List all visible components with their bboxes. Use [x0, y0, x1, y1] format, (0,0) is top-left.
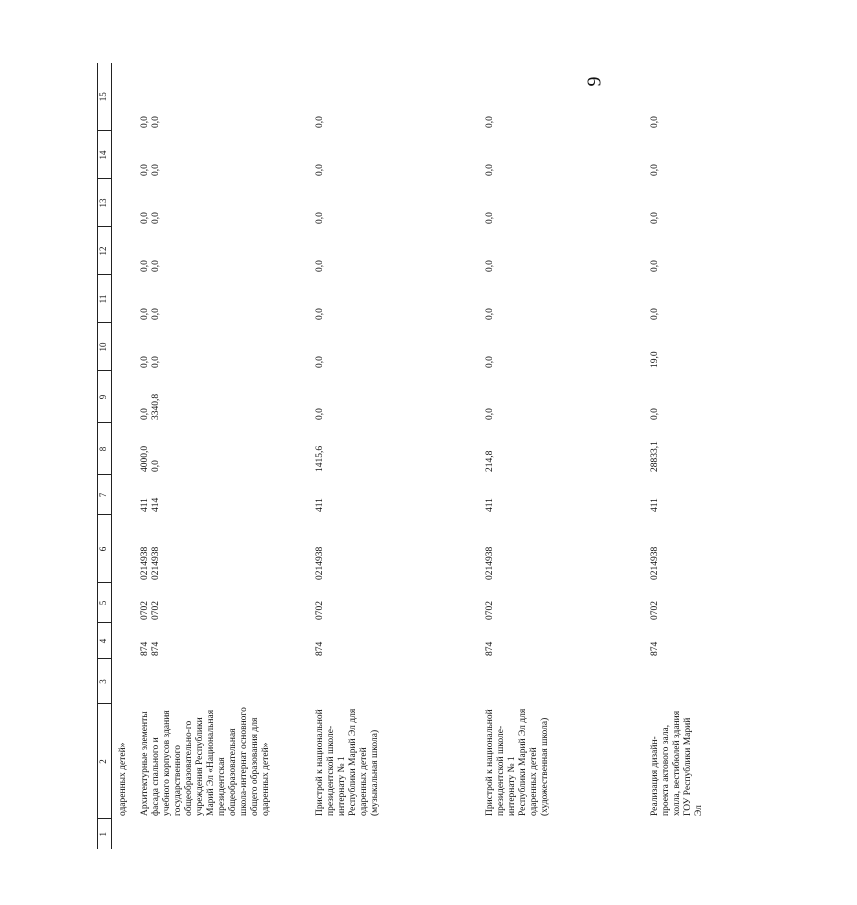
cell-c4 [112, 623, 134, 659]
cell-c4 [134, 623, 309, 659]
cell-value: 0702 [139, 601, 150, 620]
cell-value: 0,0 [150, 356, 161, 368]
cell-c5 [644, 583, 724, 623]
cell-c4 [644, 623, 724, 659]
page-number: 9 [583, 76, 606, 87]
row-name: Пристрой к национальной президентской школе-интернату № 1 Республики Марий Эл для одаренных детей (музыкальная школа) [314, 708, 380, 816]
cell-value: 411 [484, 498, 495, 512]
cell-value: 0,0 [314, 356, 325, 368]
cell-value: 414 [150, 497, 161, 512]
cell-c5 [134, 583, 309, 623]
table-body [112, 63, 724, 849]
cell-c12 [309, 227, 479, 275]
cell-c9 [644, 371, 724, 423]
cell-col-1 [112, 819, 134, 849]
cell-value: 411 [139, 498, 150, 512]
table-row [479, 63, 644, 849]
cell-value: 214,8 [484, 450, 495, 472]
cell-value: 0,0 [649, 408, 660, 420]
table-row [644, 63, 724, 849]
cell-value: 0702 [649, 601, 660, 620]
cell-value: 19,0 [649, 351, 660, 368]
cell-c12 [112, 227, 134, 275]
cell-c15 [479, 63, 644, 131]
cell-value: 0214938 [314, 546, 325, 580]
cell-value: 0,0 [649, 164, 660, 176]
header-row [98, 63, 112, 849]
cell-value: 0214938 [484, 546, 495, 580]
cell-col-3 [134, 659, 309, 704]
table-row [134, 63, 309, 849]
cell-col-1 [309, 819, 479, 849]
cell-value: 4000,0 [139, 445, 150, 472]
cell-value: 0,0 [139, 308, 150, 320]
cell-value: 0,0 [139, 260, 150, 272]
cell-c6 [479, 515, 644, 583]
cell-c9 [134, 371, 309, 423]
cell-c10 [644, 323, 724, 371]
cell-c13 [644, 179, 724, 227]
cell-c12 [134, 227, 309, 275]
cell-value: 1415,6 [314, 445, 325, 472]
cell-value: 0,0 [484, 408, 495, 420]
cell-c15 [644, 63, 724, 131]
cell-c9 [309, 371, 479, 423]
cell-value: 874 [649, 641, 660, 656]
cell-c14 [134, 131, 309, 179]
cell-c15 [134, 63, 309, 131]
cell-value: 0,0 [150, 460, 161, 472]
cell-c14 [112, 131, 134, 179]
cell-value: 3340,8 [150, 393, 161, 420]
cell-value: 0,0 [484, 212, 495, 224]
cell-c13 [309, 179, 479, 227]
cell-c8 [112, 423, 134, 475]
cell-value: 0214938 [150, 546, 161, 580]
cell-c14 [479, 131, 644, 179]
cell-value: 0,0 [150, 116, 161, 128]
cell-c8 [644, 423, 724, 475]
cell-c8 [134, 423, 309, 475]
cell-col-1 [134, 819, 309, 849]
cell-value: 0214938 [139, 546, 150, 580]
cell-c6 [112, 515, 134, 583]
cell-value: 28833,1 [649, 441, 660, 472]
cell-c4 [479, 623, 644, 659]
budget-table [97, 63, 724, 849]
cell-c5 [112, 583, 134, 623]
cell-c9 [112, 371, 134, 423]
column-header-11: 11 [98, 275, 112, 323]
cell-value: 0,0 [150, 308, 161, 320]
cell-c13 [112, 179, 134, 227]
cell-c15 [309, 63, 479, 131]
column-header-6: 6 [98, 515, 112, 583]
cell-col-1 [644, 819, 724, 849]
cell-c10 [112, 323, 134, 371]
row-name: Реализация дизайн-проекта актового зала, холла, вестибюлей здания ГОУ Республики Марий Эл [649, 710, 704, 816]
cell-c8 [479, 423, 644, 475]
column-header-9: 9 [98, 371, 112, 423]
cell-value: 874 [484, 641, 495, 656]
cell-value: 0214938 [649, 546, 660, 580]
row-name: одаренных детей» [118, 742, 128, 816]
cell-c10 [134, 323, 309, 371]
cell-value: 0,0 [139, 356, 150, 368]
cell-value: 874 [314, 641, 325, 656]
cell-col-3 [479, 659, 644, 704]
cell-c7 [309, 475, 479, 515]
cell-c7 [479, 475, 644, 515]
cell-c8 [309, 423, 479, 475]
cell-value: 0,0 [139, 408, 150, 420]
cell-c13 [479, 179, 644, 227]
cell-c12 [644, 227, 724, 275]
cell-value: 0,0 [150, 212, 161, 224]
column-header-4: 4 [98, 623, 112, 659]
cell-value: 0,0 [649, 308, 660, 320]
column-header-10: 10 [98, 323, 112, 371]
column-header-7: 7 [98, 475, 112, 515]
cell-value: 0,0 [314, 116, 325, 128]
cell-c6 [309, 515, 479, 583]
table-row [112, 63, 134, 849]
cell-value: 0,0 [139, 212, 150, 224]
cell-value: 0,0 [649, 212, 660, 224]
cell-value: 0,0 [314, 164, 325, 176]
cell-c15 [112, 63, 134, 131]
table-row [309, 63, 479, 849]
table-stage [97, 64, 857, 837]
cell-value: 874 [150, 641, 161, 656]
cell-value: 0,0 [139, 164, 150, 176]
column-header-5: 5 [98, 583, 112, 623]
cell-value: 0,0 [314, 212, 325, 224]
cell-c10 [309, 323, 479, 371]
column-header-15: 15 [98, 63, 112, 131]
cell-c4 [309, 623, 479, 659]
cell-c11 [644, 275, 724, 323]
rotated-page [97, 63, 724, 849]
cell-value: 0,0 [484, 356, 495, 368]
cell-value: 0,0 [314, 308, 325, 320]
cell-c5 [479, 583, 644, 623]
cell-c10 [479, 323, 644, 371]
cell-value: 0,0 [649, 116, 660, 128]
cell-c11 [479, 275, 644, 323]
cell-c14 [644, 131, 724, 179]
cell-c6 [134, 515, 309, 583]
cell-c11 [134, 275, 309, 323]
column-header-8: 8 [98, 423, 112, 475]
cell-c14 [309, 131, 479, 179]
cell-c9 [479, 371, 644, 423]
cell-value: 0702 [484, 601, 495, 620]
cell-value: 0702 [150, 601, 161, 620]
cell-c11 [309, 275, 479, 323]
cell-c12 [479, 227, 644, 275]
cell-c7 [112, 475, 134, 515]
cell-c13 [134, 179, 309, 227]
cell-value: 411 [314, 498, 325, 512]
cell-c5 [309, 583, 479, 623]
cell-col-1 [479, 819, 644, 849]
cell-value: 0,0 [649, 260, 660, 272]
cell-c11 [112, 275, 134, 323]
cell-value: 0,0 [150, 260, 161, 272]
cell-value: 0,0 [314, 260, 325, 272]
row-name: Архитектурные элементы фасада спального и учебного корпусов здания государственного общеобразовательно-го учреждения Республики Марий Эл «Национальная президентская общеобразовательная школа-интернат основного общего образования для одаренных детей» [139, 707, 271, 816]
column-header-3: 3 [98, 659, 112, 704]
cell-col-3 [309, 659, 479, 704]
cell-c7 [134, 475, 309, 515]
cell-value: 0,0 [314, 408, 325, 420]
cell-value: 0,0 [484, 164, 495, 176]
column-header-1: 1 [98, 819, 112, 849]
cell-value: 0702 [314, 601, 325, 620]
column-header-14: 14 [98, 131, 112, 179]
cell-value: 0,0 [139, 116, 150, 128]
cell-value: 0,0 [150, 164, 161, 176]
cell-c6 [644, 515, 724, 583]
row-name: Пристрой к национальной президентской школе-интернату № 1 Республики Марий Эл для одаренных детей (художественная школа) [484, 708, 550, 816]
cell-value: 0,0 [484, 260, 495, 272]
cell-value: 411 [649, 498, 660, 512]
column-header-12: 12 [98, 227, 112, 275]
column-header-13: 13 [98, 179, 112, 227]
cell-c7 [644, 475, 724, 515]
cell-value: 0,0 [484, 116, 495, 128]
cell-col-3 [644, 659, 724, 704]
cell-value: 0,0 [484, 308, 495, 320]
cell-col-3 [112, 659, 134, 704]
column-header-2: 2 [98, 704, 112, 819]
cell-value: 874 [139, 641, 150, 656]
